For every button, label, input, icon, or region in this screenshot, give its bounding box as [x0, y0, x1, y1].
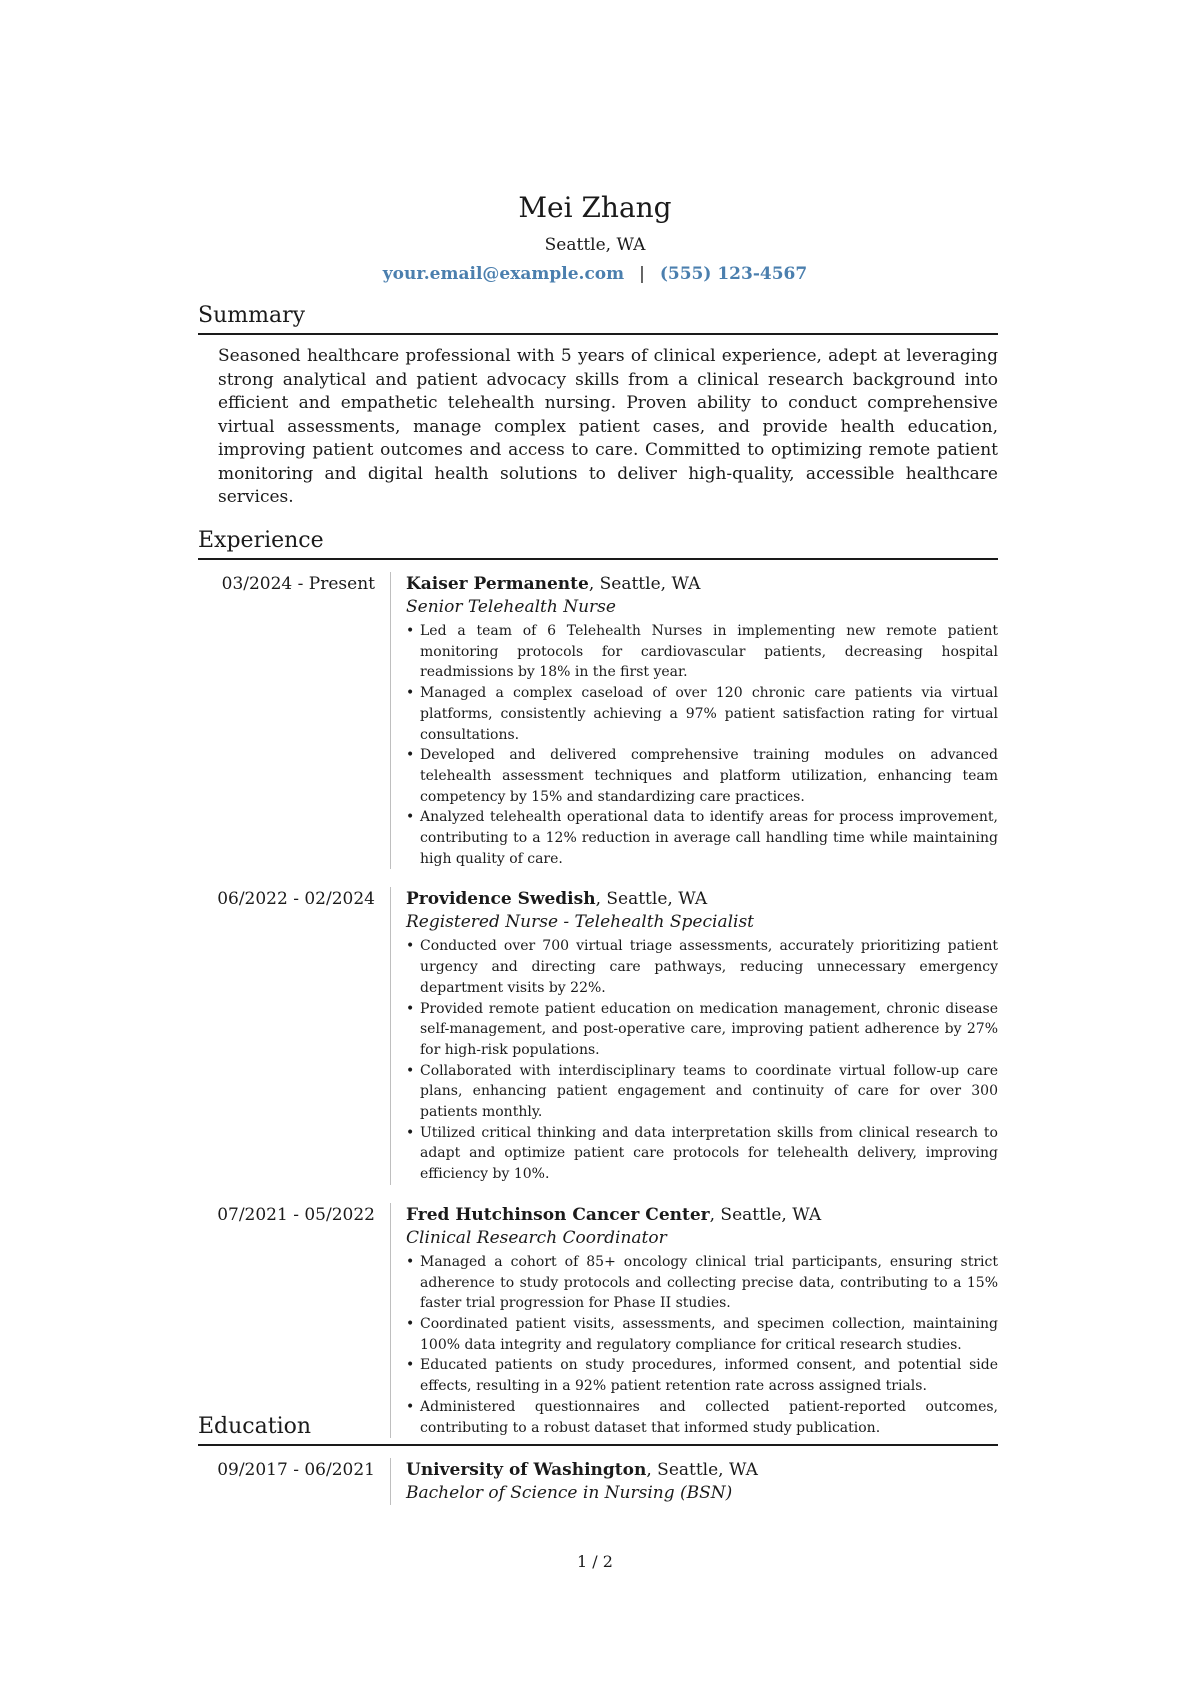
organization-location: , Seattle, WA [588, 574, 701, 594]
candidate-name: Mei Zhang [518, 191, 672, 224]
bullet-item: • Provided remote patient education on medication management, chronic disease self-management, and post-operative care, improving patient adherence by 27% for high-risk populations. [406, 999, 998, 1061]
organization-name: Providence Swedish [406, 889, 596, 910]
experience-entry [198, 887, 998, 1184]
entry-bullets [406, 1252, 998, 1438]
organization-location: , Seattle, WA [646, 1460, 758, 1480]
page-number: 1 / 2 [577, 1552, 613, 1571]
bullet-item: • Utilized critical thinking and data interpretation skills from clinical research to adapt and optimize patient care protocols for telehealth delivery, improving efficiency by 10%. [406, 1123, 998, 1185]
summary-text: Seasoned healthcare professional with 5 years of clinical experience, adept at leveraging strong analytical and patient advocacy skills from a clinical research background into efficient and empathetic telehealth nursing. Proven ability to conduct comprehensive virtual assessments, manage complex patient cases, and provide health education, improving patient outcomes and access to care. Committed to optimizing remote patient monitoring and digital health solutions to deliver high-quality, accessible healthcare services. [218, 346, 998, 507]
entry-body [390, 572, 998, 869]
entry-role: Senior Telehealth Nurse [406, 597, 616, 617]
entry-body [390, 1203, 998, 1438]
entry-date: 06/2022 - 02/2024 [217, 889, 375, 910]
entry-date: 09/2017 - 06/2021 [217, 1460, 375, 1480]
bullet-item: • Collaborated with interdisciplinary teams to coordinate virtual follow-up care plans, enhancing patient engagement and continuity of care for over 300 patients monthly. [406, 1061, 998, 1123]
bullet-item: • Managed a cohort of 85+ oncology clinical trial participants, ensuring strict adherence to study protocols and collecting precise data, contributing to a 15% faster trial progression for Phase II studies. [406, 1252, 998, 1314]
experience-section [198, 527, 998, 1438]
entry-organization [406, 1203, 998, 1227]
organization-name: University of Washington [406, 1460, 647, 1480]
entry-body [390, 887, 998, 1184]
summary-section [198, 302, 998, 510]
bullet-item: • Developed and delivered comprehensive training modules on advanced telehealth assessment techniques and platform utilization, enhancing team competency by 15% and standardizing care practices. [406, 745, 998, 807]
experience-entry [198, 1203, 998, 1438]
entry-degree: Bachelor of Science in Nursing (BSN) [406, 1483, 733, 1503]
entry-bullets [406, 936, 998, 1184]
entry-role: Registered Nurse - Telehealth Specialist [406, 912, 755, 933]
bullet-item: • Analyzed telehealth operational data to identify areas for process improvement, contributing to a 12% reduction in average call handling time while maintaining high quality of care. [406, 807, 998, 869]
experience-entry [198, 572, 998, 869]
bullet-item: • Coordinated patient visits, assessments, and specimen collection, maintaining 100% data integrity and regulatory compliance for critical research studies. [406, 1314, 998, 1355]
entry-body [390, 1458, 998, 1505]
organization-location: , Seattle, WA [595, 889, 708, 910]
education-entry [198, 1458, 998, 1505]
contact-line [0, 262, 1190, 286]
organization-location: , Seattle, WA [709, 1204, 822, 1225]
phone-link[interactable]: (555) 123-4567 [659, 264, 808, 284]
contact-separator: | [639, 264, 645, 284]
entry-organization [406, 887, 998, 911]
email-link[interactable]: your.email@example.com [382, 264, 625, 284]
bullet-item: • Administered questionnaires and collected patient-reported outcomes, contributing to a robust dataset that informed study publication. [406, 1397, 998, 1438]
organization-name: Kaiser Permanente [406, 574, 589, 594]
resume-header [0, 190, 1190, 286]
education-section [198, 1413, 998, 1505]
entry-organization [406, 1458, 998, 1482]
entry-date: 03/2024 - Present [221, 574, 375, 594]
bullet-item: • Educated patients on study procedures, informed consent, and potential side effects, resulting in a 92% patient retention rate across assigned trials. [406, 1355, 998, 1396]
organization-name: Fred Hutchinson Cancer Center [406, 1204, 710, 1225]
bullet-item: • Managed a complex caseload of over 120 chronic care patients via virtual platforms, consistently achieving a 97% patient satisfaction rating for virtual consultations. [406, 683, 998, 745]
bullet-item: • Conducted over 700 virtual triage assessments, accurately prioritizing patient urgency and directing care pathways, reducing unnecessary emergency department visits by 22%. [406, 936, 998, 998]
entry-bullets [406, 621, 998, 869]
entry-date: 07/2021 - 05/2022 [217, 1204, 375, 1225]
summary-heading: Summary [198, 302, 998, 335]
entry-role: Clinical Research Coordinator [406, 1227, 667, 1248]
bullet-item: • Led a team of 6 Telehealth Nurses in implementing new remote patient monitoring protocols for cardiovascular patients, decreasing hospital readmissions by 18% in the first year. [406, 621, 998, 683]
entry-organization [406, 572, 998, 596]
experience-heading: Experience [198, 527, 998, 560]
candidate-location: Seattle, WA [544, 235, 646, 255]
education-heading: Education [198, 1413, 998, 1446]
